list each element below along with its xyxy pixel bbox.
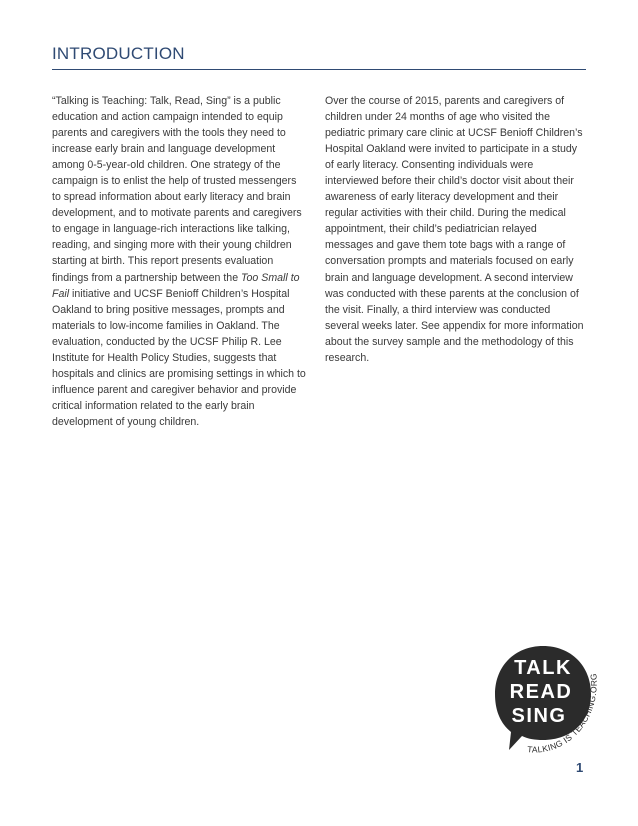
logo-word-sing: SING [511, 705, 567, 727]
intro-right-paragraph: Over the course of 2015, parents and caregivers of children under 24 months of age who visited the pediatric primary care clinic at UCSF Benioff Children’s Hospital Oakland were invited to participate in a study of early literacy. Consenting individuals were interviewed before their child’s doctor visit about their awareness of early literacy development and their regular activities with their child. During the medical appointment, their child’s pediatrician relayed messages and gave them tote bags with a range of conversation prompts and materials focused on early brain and language development. A second interview was conducted with these parents at the conclusion of the visit. Finally, a third interview was conducted several weeks later. See appendix for more information about the survey sample and the methodology of this research. [325, 95, 584, 364]
talk-read-sing-logo [487, 640, 599, 758]
page-number: 1 [576, 760, 584, 775]
intro-text-part-2: initiative and UCSF Benioff Children’s Hospital Oakland to bring positive messages, prompts and materials to low-income families in Oakland. The evaluation, conducted by the UCSF Philip R. Lee Institute for Health Policy Studies, suggests that hospitals and clinics are promising settings in which to influence parent and caregiver behavior and provide critical information related to the early brain development of young children. [52, 287, 306, 428]
logo-word-read: READ [509, 681, 573, 703]
initiative-name-italic: Too Small to Fail [52, 271, 300, 300]
section-heading: INTRODUCTION [52, 44, 185, 63]
intro-text-part-1: “Talking is Teaching: Talk, Read, Sing” is a public education and action campaign intended to equip parents and caregivers with the tools they need to increase early brain and language development among 0-5-year-old children. One strategy of the campaign is to enlist the help of trusted messengers to spread information about early literacy and brain development, and to motivate parents and caregivers to engage in language-rich interactions like talking, reading, and singing more with their young children starting at birth. This report presents evaluation findings from a partnership between the [52, 95, 302, 284]
logo-word-talk: TALK [514, 657, 572, 679]
logo-arc-text-path: TALKING IS TEACHING.ORG [526, 672, 599, 755]
heading-divider [52, 69, 586, 70]
intro-left-paragraph [52, 93, 308, 430]
